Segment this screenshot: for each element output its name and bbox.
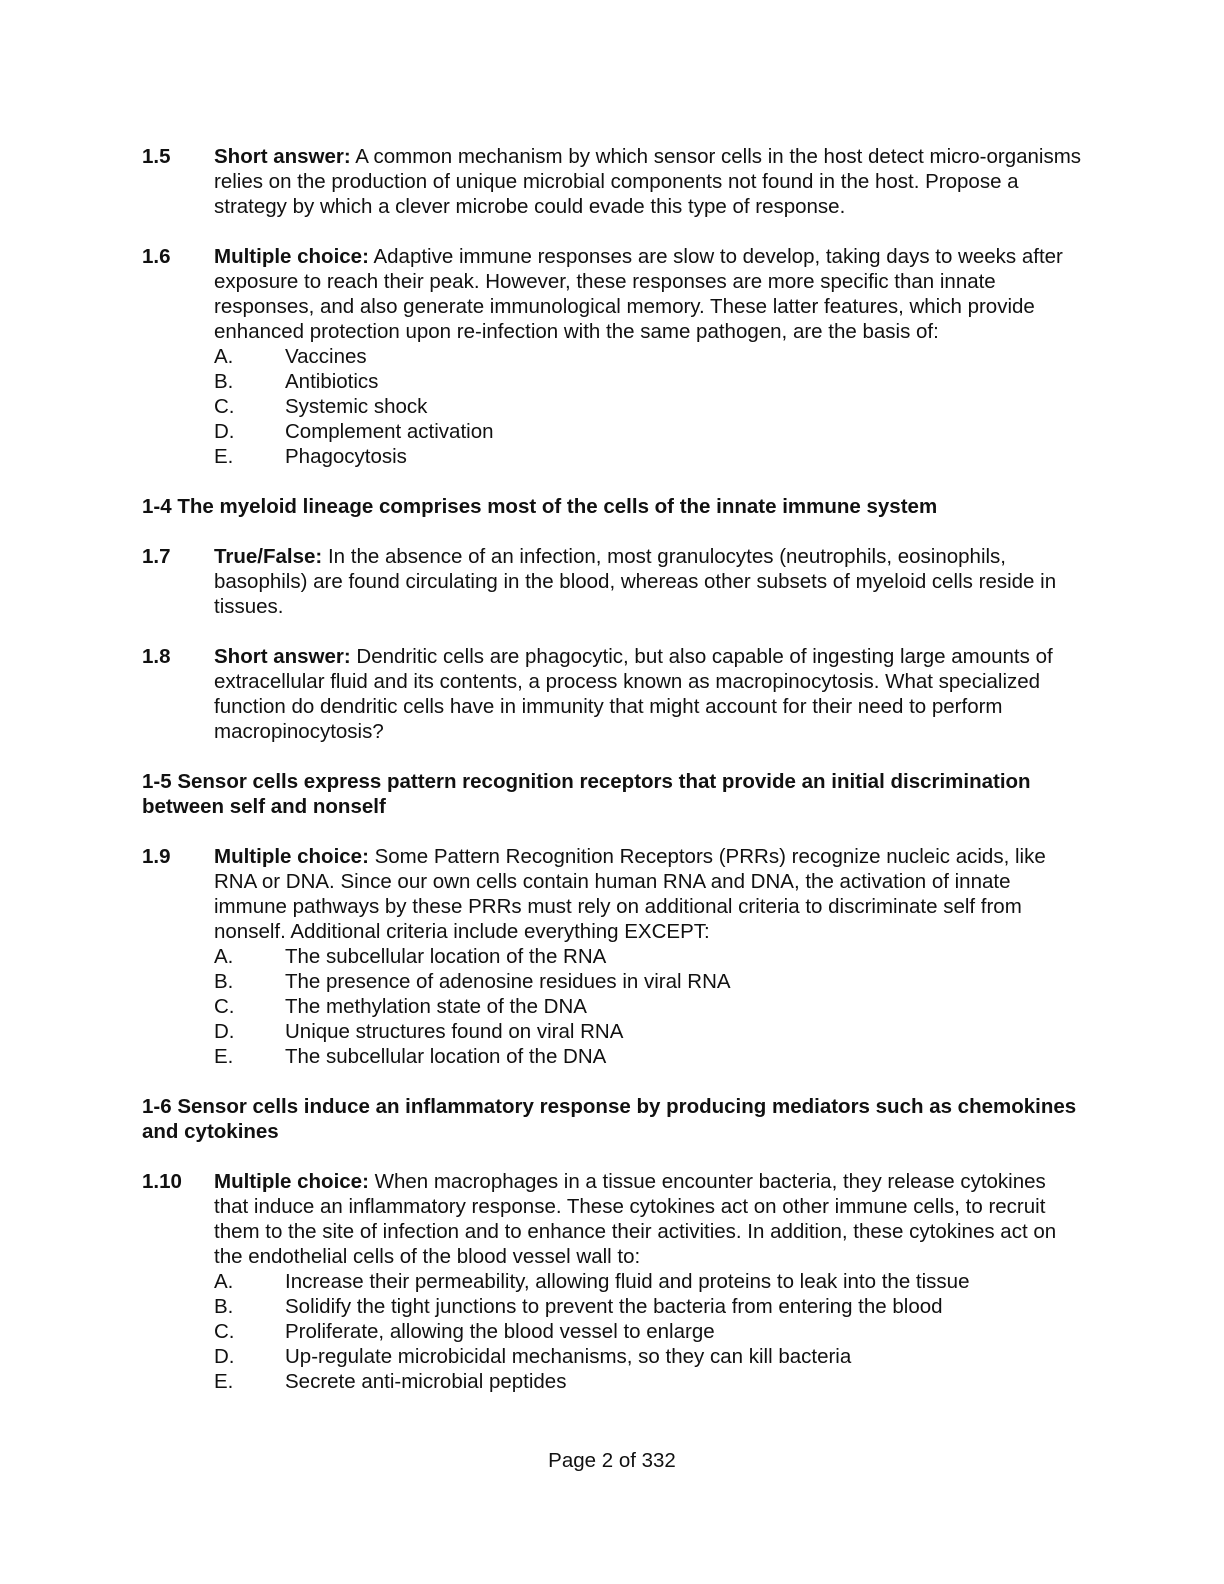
question-body <box>214 144 1082 219</box>
option-letter: B. <box>214 1295 234 1318</box>
question-body <box>214 544 1082 619</box>
question-group <box>142 844 1082 1069</box>
question-text: When macrophages in a tissue encounter bacteria, they release cytokines that induce an inflammatory response. These cytokines act on other immune cells, to recruit them to the site of infection and to enhance their activities. In addition, these cytokines act on the endothelial cells of the blood vessel wall to: <box>214 1170 1057 1268</box>
answer-option <box>214 369 1082 394</box>
question-number: 1.9 <box>142 845 171 868</box>
question-1-6 <box>142 244 1082 469</box>
section-heading-1-5: 1-5 Sensor cells express pattern recognition receptors that provide an initial discrimination between self and nonself <box>142 770 1031 818</box>
option-letter: A. <box>214 945 234 968</box>
question-group <box>142 144 1082 469</box>
option-letter: C. <box>214 995 235 1018</box>
option-letter: E. <box>214 1045 234 1068</box>
answer-option <box>214 1344 1082 1369</box>
option-text: Phagocytosis <box>285 445 407 468</box>
question-1-7 <box>142 544 1082 619</box>
question-text: Adaptive immune responses are slow to develop, taking days to weeks after exposure to reach their peak. However, these responses are more specific than innate responses, and also generate immunological memory. These latter features, which provide enhanced protection upon re-infection with the same pathogen, are the basis of: <box>214 245 1063 343</box>
option-text: Solidify the tight junctions to prevent the bacteria from entering the blood <box>285 1295 943 1318</box>
answer-option <box>214 969 1082 994</box>
option-text: Complement activation <box>285 420 494 443</box>
option-text: The subcellular location of the DNA <box>285 1045 607 1068</box>
option-text: Vaccines <box>285 345 367 368</box>
answer-option <box>214 1019 1082 1044</box>
option-letter: C. <box>214 395 235 418</box>
question-text: In the absence of an infection, most granulocytes (neutrophils, eosinophils, basophils) are found circulating in the blood, whereas other subsets of myeloid cells reside in tissues. <box>214 545 1057 618</box>
question-1-8 <box>142 644 1082 744</box>
option-letter: D. <box>214 1020 235 1043</box>
question-number: 1.5 <box>142 145 171 168</box>
question-type: Multiple choice: <box>214 245 369 268</box>
question-1-5 <box>142 144 1082 219</box>
question-type: Multiple choice: <box>214 845 369 868</box>
question-type: Multiple choice: <box>214 1170 369 1193</box>
option-text: The methylation state of the DNA <box>285 995 587 1018</box>
option-letter: B. <box>214 970 234 993</box>
question-1-9 <box>142 844 1082 1069</box>
question-number: 1.6 <box>142 245 171 268</box>
document-page <box>142 144 1082 1419</box>
option-text: Systemic shock <box>285 395 428 418</box>
option-text: The presence of adenosine residues in viral RNA <box>285 970 731 993</box>
question-text: Dendritic cells are phagocytic, but also capable of ingesting large amounts of extracellular fluid and its contents, a process known as macropinocytosis. What specialized function do dendritic cells have in immunity that might account for their need to perform macropinocytosis? <box>214 645 1053 743</box>
option-text: Proliferate, allowing the blood vessel to enlarge <box>285 1320 715 1343</box>
answer-option <box>214 1269 1082 1294</box>
option-text: Secrete anti-microbial peptides <box>285 1370 567 1393</box>
answer-option <box>214 444 1082 469</box>
question-body <box>214 1169 1082 1394</box>
answer-option <box>214 394 1082 419</box>
question-body <box>214 844 1082 1069</box>
answer-option <box>214 1044 1082 1069</box>
option-letter: E. <box>214 445 234 468</box>
option-letter: B. <box>214 370 234 393</box>
option-letter: A. <box>214 1270 234 1293</box>
question-1-10 <box>142 1169 1082 1394</box>
answer-options <box>214 1269 1082 1394</box>
answer-option <box>214 1319 1082 1344</box>
answer-options <box>214 944 1082 1069</box>
question-text: Some Pattern Recognition Receptors (PRRs) recognize nucleic acids, like RNA or DNA. Since our own cells contain human RNA and DNA, the activation of innate immune pathways by these PRRs must rely on additional criteria to discriminate self from nonself. Additional criteria include everything EXCEPT: <box>214 845 1046 943</box>
question-number: 1.10 <box>142 1170 182 1193</box>
question-body <box>214 644 1082 744</box>
option-text: Unique structures found on viral RNA <box>285 1020 624 1043</box>
option-letter: D. <box>214 1345 235 1368</box>
answer-option <box>214 944 1082 969</box>
question-type: Short answer: <box>214 645 351 668</box>
page-footer: Page 2 of 332 <box>548 1449 676 1472</box>
option-letter: C. <box>214 1320 235 1343</box>
question-number: 1.8 <box>142 645 171 668</box>
option-letter: A. <box>214 345 234 368</box>
question-group <box>142 1169 1082 1394</box>
answer-option <box>214 419 1082 444</box>
option-letter: D. <box>214 420 235 443</box>
section-heading-1-4: 1-4 The myeloid lineage comprises most of the cells of the innate immune system <box>142 495 938 518</box>
answer-option <box>214 1369 1082 1394</box>
question-group <box>142 544 1082 744</box>
answer-options <box>214 344 1082 469</box>
question-number: 1.7 <box>142 545 171 568</box>
option-text: Up-regulate microbicidal mechanisms, so they can kill bacteria <box>285 1345 852 1368</box>
question-type: True/False: <box>214 545 323 568</box>
answer-option <box>214 1294 1082 1319</box>
section-heading-1-6: 1-6 Sensor cells induce an inflammatory response by producing mediators such as chemokines and cytokines <box>142 1095 1077 1143</box>
option-text: The subcellular location of the RNA <box>285 945 607 968</box>
option-text: Antibiotics <box>285 370 379 393</box>
answer-option <box>214 344 1082 369</box>
option-letter: E. <box>214 1370 234 1393</box>
option-text: Increase their permeability, allowing fluid and proteins to leak into the tissue <box>285 1270 970 1293</box>
question-type: Short answer: <box>214 145 351 168</box>
answer-option <box>214 994 1082 1019</box>
question-text: A common mechanism by which sensor cells in the host detect micro-organisms relies on the production of unique microbial components not found in the host. Propose a strategy by which a clever microbe could evade this type of response. <box>214 145 1082 218</box>
question-body <box>214 244 1082 469</box>
